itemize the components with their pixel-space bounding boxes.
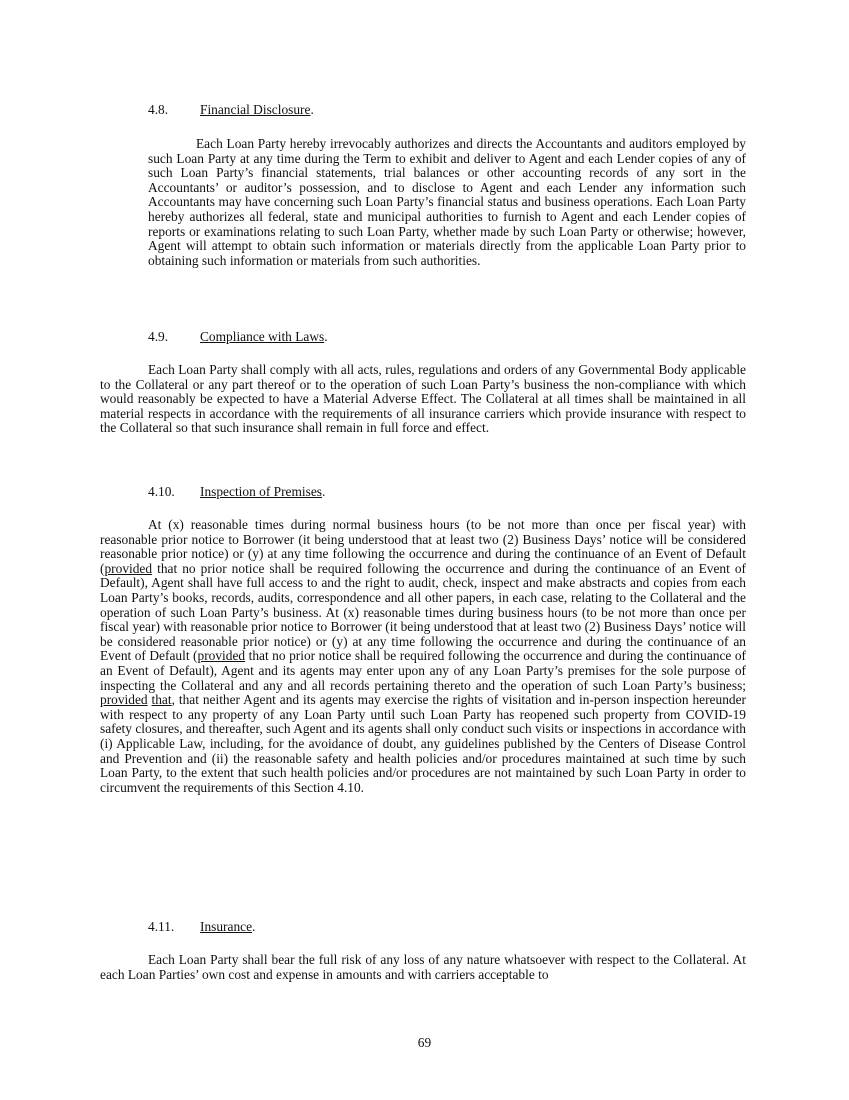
section-body-4-9: Each Loan Party shall comply with all acts, rules, regulations and orders of any Governmental Body applicable to the Collateral or any part thereof or to the operation of such Loan Party’s business the non-compliance with which would reasonably be expected to have a Material Adverse Effect. The Collateral at all times shall be maintained in all material respects in accordance with the requirements of all insurance carriers which provide insurance with respect to the Collateral so that such insurance shall remain in full force and effect. bbox=[100, 362, 746, 436]
provided-term: provided bbox=[104, 560, 153, 576]
section-body-4-8: Each Loan Party hereby irrevocably authorizes and directs the Accountants and auditors employed by such Loan Party at any time during the Term to exhibit and deliver to Agent and each Lender copies of any of such Loan Party’s financial statements, trial balances or other accounting records of any sort in the Accountants’ or auditor’s possession, and to disclose to Agent and each Lender any information such Accountants may have concerning such Loan Party’s financial status and business operations. Each Loan Party hereby authorizes all federal, state and municipal authorities to furnish to Agent and each Lender copies of reports or examinations relating to such Loan Party, whether made by such Loan Party or otherwise; however, Agent will attempt to obtain such information or materials directly from the applicable Loan Party prior to obtaining such information or materials from such authorities. bbox=[148, 136, 746, 268]
body-text: , that neither Agent and its agents may exercise the rights of visitation and in-person inspection hereunder with respect to any property of any Loan Party until such Loan Party has reopened such property from COVID-19 safety closures, and thereafter, such Agent and its agents shall only conduct such visits or inspections in accordance with (i) Applicable Law, including, for the avoidance of doubt, any guidelines published by the Centers of Disease Control and Prevention and (ii) the reasonable safety and health policies and/or procedures maintained at such time by such Loan Party, to the extent that such health policies and/or procedures are not maintained by such Loan Party in order to circumvent the requirements of this Section 4.10. bbox=[100, 692, 746, 795]
provided-term: provided bbox=[197, 648, 246, 664]
section-number: 4.8. bbox=[148, 102, 169, 117]
section-title: Insurance bbox=[200, 919, 253, 934]
section-body-4-11: Each Loan Party shall bear the full risk of any loss of any nature whatsoever with respect to the Collateral. At each Loan Parties’ own cost and expense in amounts and with carriers acceptable to bbox=[100, 952, 746, 982]
section-title: Compliance with Laws bbox=[200, 329, 325, 344]
body-text: that no prior notice shall be required following the occurrence and during the continuance of an Event of Default), Agent and its agents may enter upon any of any Loan Party’s premises for the sole purpose of inspecting the Collateral and any and all records pertaining thereto and the operation of such Loan Party’s business; bbox=[100, 648, 746, 693]
section-heading-4-11: 4.11. Insurance. bbox=[148, 919, 256, 934]
section-title: Inspection of Premises bbox=[200, 484, 322, 499]
section-body-4-10 bbox=[100, 518, 746, 795]
section-heading-4-9: 4.9. Compliance with Laws. bbox=[148, 329, 328, 344]
provided-term: provided bbox=[100, 692, 148, 708]
section-number: 4.10. bbox=[148, 484, 175, 499]
that-term: that bbox=[151, 692, 172, 708]
section-heading-4-10: 4.10. Inspection of Premises. bbox=[148, 484, 326, 499]
section-number: 4.9. bbox=[148, 329, 169, 344]
body-text: that no prior notice shall be required following the occurrence and during the continuance of an Event of Default), Agent shall have full access to and the right to audit, check, inspect and make abstracts and copies from each Loan Party’s books, records, audits, correspondence and all other papers, in each case, relating to the Collateral and the operation of such Loan Party’s business. At (x) reasonable times during business hours (to be not more than once per fiscal year) with reasonable prior notice to Borrower (it being understood that at least two (2) Business Days’ notice will be considered reasonable prior notice) or (y) at any time following the occurrence and during the continuance of an Event of Default ( bbox=[100, 560, 746, 664]
page-number: 69 bbox=[417, 1035, 432, 1050]
section-number: 4.11. bbox=[148, 919, 175, 934]
section-title: Financial Disclosure bbox=[200, 102, 311, 117]
section-heading-4-8: 4.8. Financial Disclosure. bbox=[148, 102, 314, 117]
body-text: At (x) reasonable times during normal business hours (to be not more than once per fiscal year) with reasonable prior notice to Borrower (it being understood that at least two (2) Business Days’ notice will be considered reasonable prior notice) or (y) at any time following the occurrence and during the continuance of an Event of Default ( bbox=[100, 517, 746, 576]
